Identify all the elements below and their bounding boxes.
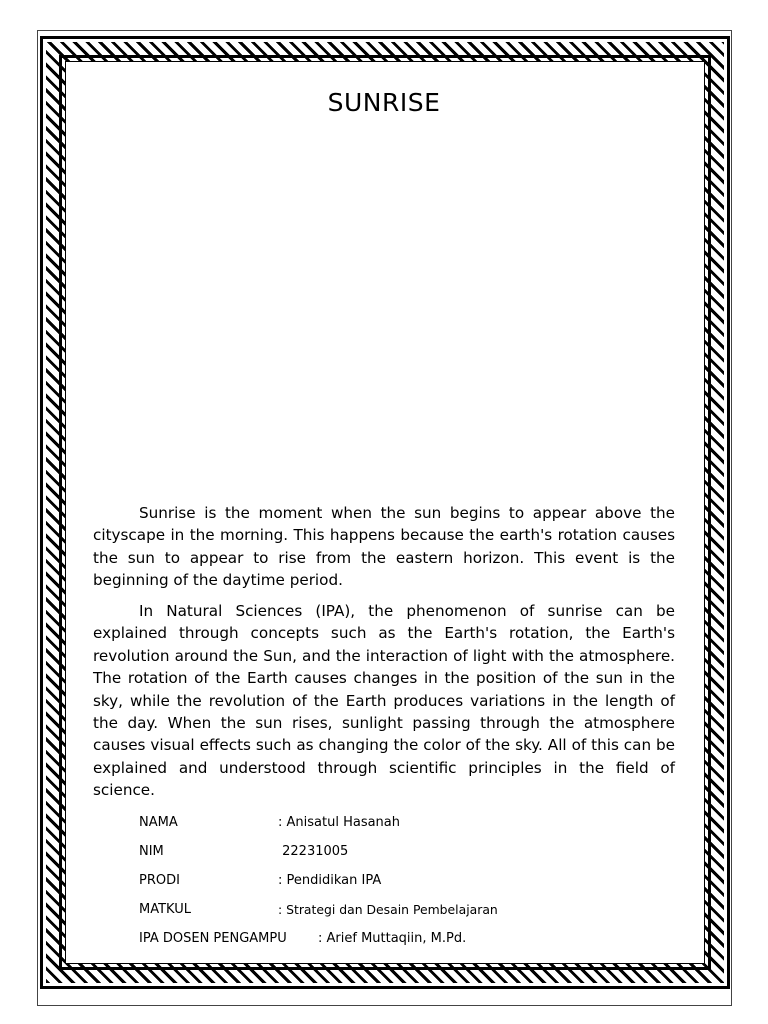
info-value: : Pendidikan IPA	[278, 873, 382, 888]
info-label: MATKUL	[139, 902, 191, 917]
info-label: IPA DOSEN PENGAMPU	[139, 931, 287, 946]
document-title: SUNRISE	[327, 88, 441, 117]
info-label: NIM	[139, 844, 164, 859]
info-label: NAMA	[139, 815, 178, 830]
info-value: : Strategi dan Desain Pembelajaran	[278, 902, 498, 917]
info-label: PRODI	[139, 873, 180, 888]
paragraph-intro: Sunrise is the moment when the sun begins to appear above the cityscape in the morning. This happens because the earth's rotation causes the sun to appear to rise from the eastern horizon. This event is the beginning of the daytime period.	[93, 504, 675, 590]
info-value: : Anisatul Hasanah	[278, 815, 401, 830]
info-value: 22231005	[278, 844, 349, 859]
info-value: : Arief Muttaqiin, M.Pd.	[318, 931, 467, 946]
paragraph-science: In Natural Sciences (IPA), the phenomenon of sunrise can be explained through concepts such as the Earth's rotation, the Earth's revolution around the Sun, and the interaction of light with the atmosphere. The rotation of the Earth causes changes in the position of the sun in the sky, while the revolution of the Earth produces variations in the length of the day. When the sun rises, sunlight passing through the atmosphere causes visual effects such as changing the color of the sky. All of this can be explained and understood through scientific principles in the field of science.	[93, 602, 675, 800]
